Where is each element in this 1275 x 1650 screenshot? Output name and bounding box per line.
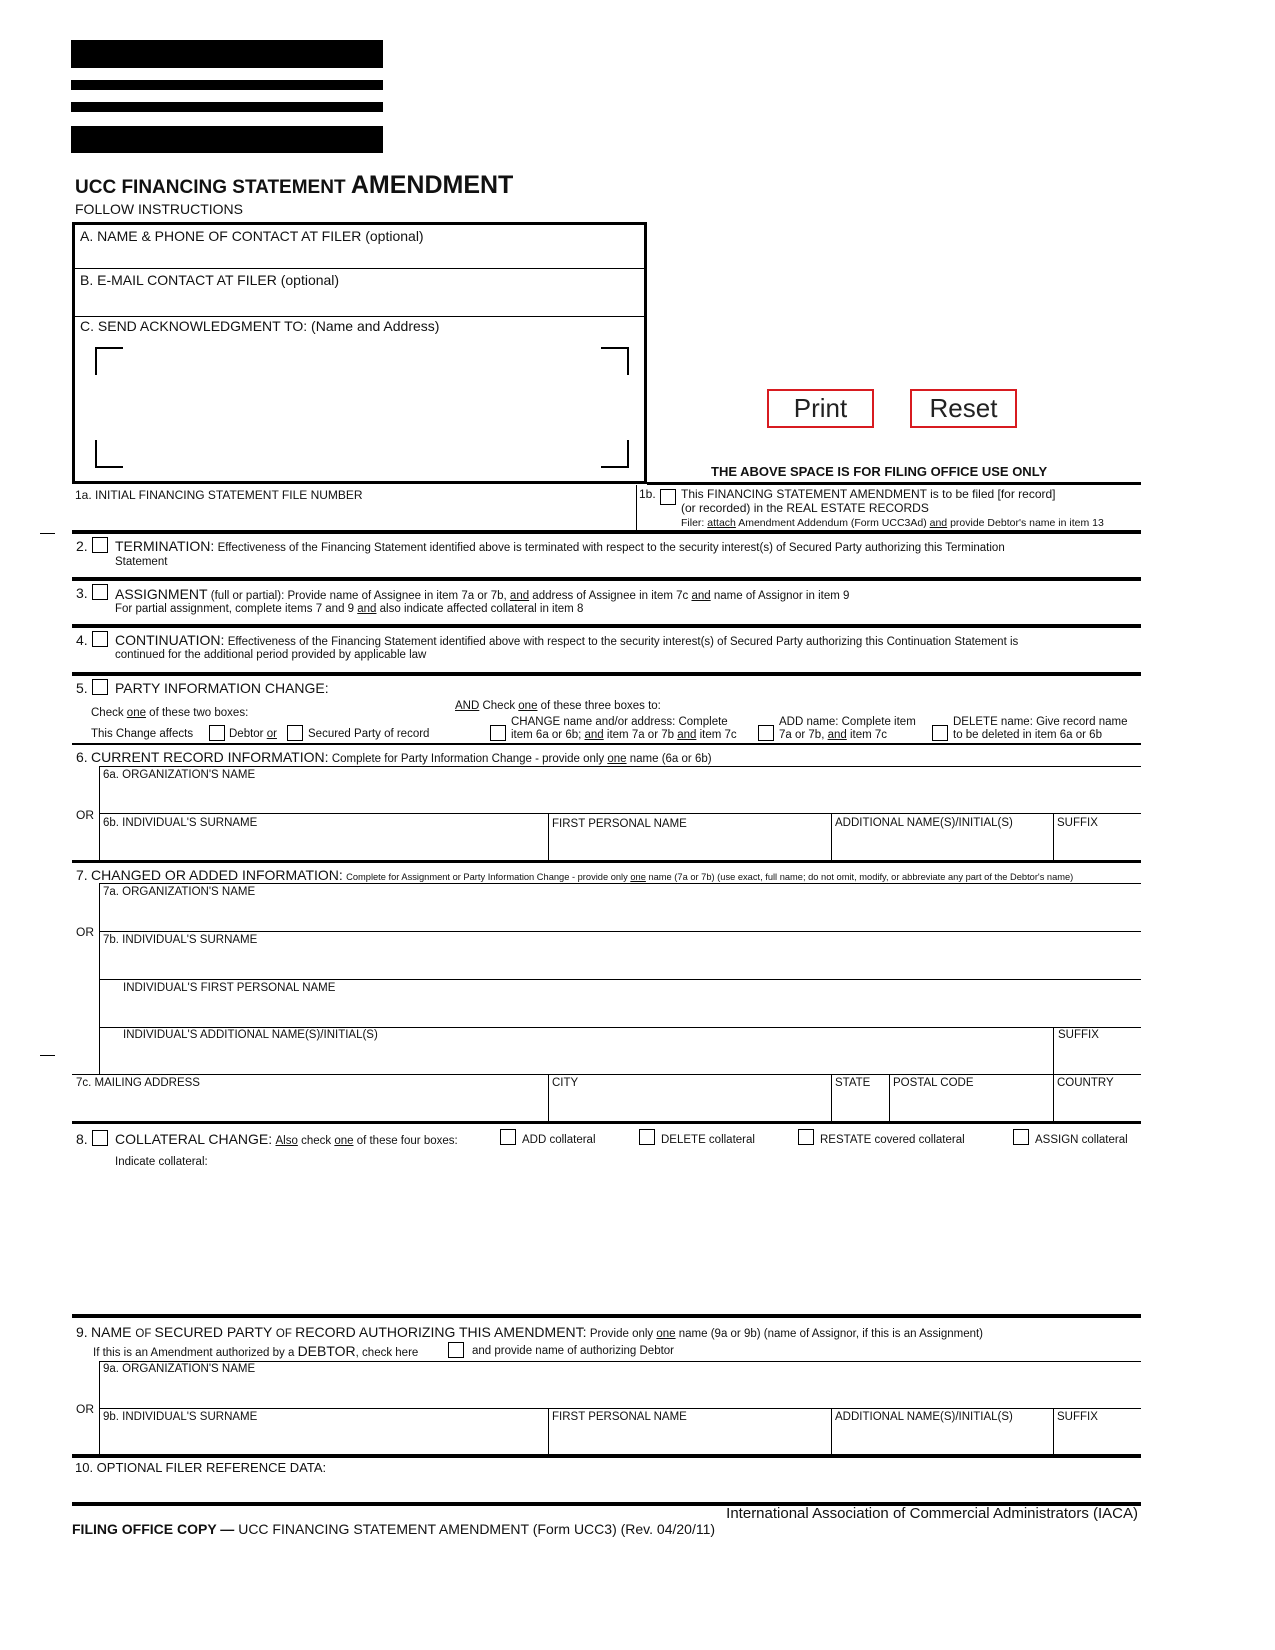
9b-suffix-field[interactable] xyxy=(1055,1425,1139,1453)
continuation-checkbox[interactable] xyxy=(92,631,108,647)
text: Filer: xyxy=(681,517,705,529)
acknowledgment-address-field[interactable] xyxy=(95,347,627,465)
item-1b-number: 1b. xyxy=(639,487,656,501)
thick-rule xyxy=(72,1314,1141,1318)
initial-file-number-field[interactable] xyxy=(75,503,633,529)
text: 7a or 7b, xyxy=(779,729,828,741)
text: OF xyxy=(135,1328,155,1340)
first-name-label: INDIVIDUAL'S FIRST PERSONAL NAME xyxy=(123,982,336,994)
delete-collateral-checkbox[interactable] xyxy=(639,1129,655,1145)
filing-office-notice: THE ABOVE SPACE IS FOR FILING OFFICE USE ONLY xyxy=(711,464,1048,479)
margin-mark xyxy=(40,1055,55,1056)
additional-name-label: ADDITIONAL NAME(S)/INITIAL(S) xyxy=(835,1411,1013,1423)
text: and xyxy=(691,590,711,602)
surname-label: 7b. INDIVIDUAL'S SURNAME xyxy=(103,934,258,946)
or-label: OR xyxy=(76,808,94,822)
item-4-text: continued for the additional period provided by applicable law xyxy=(115,649,427,661)
item-4-number: 4. xyxy=(76,632,88,648)
title-big: AMENDMENT xyxy=(350,171,514,199)
thick-rule xyxy=(72,624,1141,628)
iaca-credit: International Association of Commercial Administrators (IACA) xyxy=(726,1505,1138,1522)
text: For partial assignment, complete items 7 and 9 xyxy=(115,603,358,615)
divider xyxy=(636,485,637,530)
suffix-label: SUFFIX xyxy=(1057,817,1098,829)
rule xyxy=(1053,1027,1054,1074)
header-bar xyxy=(71,126,383,153)
rule xyxy=(1053,813,1054,861)
text: and xyxy=(584,729,604,741)
text: Check xyxy=(479,700,519,712)
change-label: CHANGE name and/or address: Complete xyxy=(511,716,728,728)
field-b-label: B. E-MAIL CONTACT AT FILER (optional) xyxy=(80,272,340,288)
7c-city-field[interactable] xyxy=(550,1091,829,1120)
rule xyxy=(831,813,832,861)
item-8-number: 8. xyxy=(76,1131,88,1147)
form-title xyxy=(75,172,513,201)
text: AUTHORIZING THIS AMENDMENT: xyxy=(358,1324,587,1340)
text: name (6a or 6b) xyxy=(626,753,712,765)
additional-name-label: INDIVIDUAL'S ADDITIONAL NAME(S)/INITIAL(S) xyxy=(123,1029,378,1041)
text: NAME xyxy=(91,1324,136,1340)
contact-name-phone-field[interactable] xyxy=(75,240,643,267)
9a-organization-name-field[interactable] xyxy=(101,1377,1139,1406)
rule xyxy=(72,1074,1141,1075)
rule xyxy=(99,883,1141,884)
item-5-check-three xyxy=(455,699,661,713)
rule xyxy=(99,1361,1141,1362)
email-field[interactable] xyxy=(75,288,643,315)
text: DEBTOR xyxy=(297,1343,356,1359)
text: Complete for Assignment or Party Information Change - provide only xyxy=(346,872,631,882)
first-name-label: FIRST PERSONAL NAME xyxy=(552,818,687,830)
delete-label: DELETE name: Give record name xyxy=(953,716,1128,728)
6b-first-name-field[interactable] xyxy=(550,831,829,859)
text: and xyxy=(677,729,697,741)
7b-additional-name-field[interactable] xyxy=(101,1043,1051,1072)
text: of these two boxes: xyxy=(145,707,249,719)
add-collateral-label: ADD collateral xyxy=(522,1134,596,1146)
org-name-label: 9a. ORGANIZATION'S NAME xyxy=(103,1363,256,1375)
assignment-checkbox[interactable] xyxy=(92,584,108,600)
item-5-number: 5. xyxy=(76,680,88,696)
text: one xyxy=(126,707,146,719)
authorized-by-debtor-checkbox[interactable] xyxy=(448,1342,464,1358)
divider xyxy=(75,268,644,269)
text: Also xyxy=(275,1135,298,1147)
corner-mark xyxy=(95,347,123,375)
text: and xyxy=(929,517,948,529)
corner-mark xyxy=(95,440,123,468)
header-bar xyxy=(71,102,383,112)
rule xyxy=(99,979,1141,980)
item-5-affects: This Change affects xyxy=(91,728,194,740)
text: item 7c xyxy=(696,729,737,741)
text: one xyxy=(334,1135,354,1147)
9b-additional-name-field[interactable] xyxy=(833,1425,1051,1453)
text: also indicate affected collateral in item 8 xyxy=(376,603,584,615)
add-collateral-checkbox[interactable] xyxy=(500,1129,516,1145)
field-c-label: C. SEND ACKNOWLEDGMENT TO: (Name and Address) xyxy=(80,318,440,334)
item-10-label: 10. OPTIONAL FILER REFERENCE DATA: xyxy=(75,1460,327,1475)
rule xyxy=(1053,1074,1054,1122)
9b-surname-field[interactable] xyxy=(101,1425,546,1453)
filer-reference-field[interactable] xyxy=(300,1460,1139,1500)
item-5-title: PARTY INFORMATION CHANGE: xyxy=(115,680,329,696)
7b-suffix-field[interactable] xyxy=(1055,1043,1139,1072)
text: item 7c xyxy=(846,729,888,741)
delete-collateral-label: DELETE collateral xyxy=(661,1134,755,1146)
rule xyxy=(831,1074,832,1122)
item-4-title: CONTINUATION: xyxy=(115,632,225,648)
margin-mark xyxy=(40,533,55,534)
text: RECORD xyxy=(295,1324,359,1340)
text: (full or partial): Provide name of Assignee in item 7a or 7b, xyxy=(207,590,510,602)
text: one xyxy=(656,1328,676,1340)
9b-first-name-field[interactable] xyxy=(550,1425,829,1453)
secured-party-checkbox[interactable] xyxy=(287,725,303,741)
debtor-checkbox[interactable] xyxy=(209,725,225,741)
text: and xyxy=(357,603,377,615)
6a-organization-name-field[interactable] xyxy=(101,783,1139,811)
text: Effectiveness of the Financing Statement identified above is terminated with respect to the security interest(s) of Secured Party authorizing this Termination xyxy=(217,542,1005,554)
text: Check xyxy=(91,707,127,719)
text: attach xyxy=(707,517,736,529)
item-3-title: ASSIGNMENT xyxy=(115,586,208,602)
text: FILING OFFICE COPY — xyxy=(72,1521,235,1537)
party-info-change-checkbox[interactable] xyxy=(92,679,108,695)
delete-label: to be deleted in item 6a or 6b xyxy=(953,729,1102,741)
7c-country-field[interactable] xyxy=(1055,1091,1139,1120)
6b-surname-field[interactable] xyxy=(101,831,546,859)
collateral-field[interactable] xyxy=(115,1172,1139,1312)
suffix-label: SUFFIX xyxy=(1058,1029,1099,1041)
item-6-header xyxy=(76,749,712,766)
text: SECURED PARTY xyxy=(154,1324,276,1340)
thick-rule xyxy=(72,860,1141,863)
rule xyxy=(831,1408,832,1454)
field-a-label: A. NAME & PHONE OF CONTACT AT FILER (optional) xyxy=(80,228,424,244)
delete-name-checkbox[interactable] xyxy=(932,725,948,741)
suffix-label: SUFFIX xyxy=(1057,1411,1098,1423)
title-small: UCC FINANCING STATEMENT xyxy=(75,177,346,198)
text: AND xyxy=(455,700,480,712)
city-label: CITY xyxy=(552,1077,579,1089)
add-label xyxy=(779,728,887,742)
item-1a-label: 1a. INITIAL FINANCING STATEMENT FILE NUMBER xyxy=(75,488,363,502)
text: 6. xyxy=(76,749,88,765)
postal-code-label: POSTAL CODE xyxy=(893,1077,974,1089)
secured-party-label: Secured Party of record xyxy=(308,728,430,740)
item-7-header xyxy=(76,867,1073,884)
item-2-text xyxy=(115,538,1005,555)
rule xyxy=(548,1408,549,1454)
collateral-change-checkbox[interactable] xyxy=(92,1130,108,1146)
divider xyxy=(75,316,644,317)
country-label: COUNTRY xyxy=(1057,1077,1114,1089)
text: name of Assignor in item 9 xyxy=(710,590,850,602)
change-name-checkbox[interactable] xyxy=(490,725,506,741)
additional-name-label: ADDITIONAL NAME(S)/INITIAL(S) xyxy=(835,817,1013,829)
thick-rule xyxy=(647,482,1141,485)
mailing-address-label: 7c. MAILING ADDRESS xyxy=(76,1077,200,1089)
text: , check here xyxy=(355,1347,419,1359)
rule xyxy=(99,813,1141,814)
item-5-check-two xyxy=(91,706,248,720)
corner-mark xyxy=(601,347,629,375)
rule xyxy=(889,1074,890,1122)
text: If this is an Amendment authorized by a xyxy=(93,1347,298,1359)
add-name-checkbox[interactable] xyxy=(758,725,774,741)
text: or xyxy=(266,728,277,740)
corner-mark xyxy=(601,440,629,468)
text: one xyxy=(607,753,627,765)
surname-label: 9b. INDIVIDUAL'S SURNAME xyxy=(103,1411,258,1423)
add-label: ADD name: Complete item xyxy=(779,716,916,728)
rule xyxy=(99,931,1141,932)
header-bar xyxy=(71,40,383,68)
item-8-title: COLLATERAL CHANGE: xyxy=(115,1131,273,1147)
follow-instructions: FOLLOW INSTRUCTIONS xyxy=(75,201,244,217)
rule xyxy=(548,813,549,861)
7b-surname-field[interactable] xyxy=(101,948,1139,977)
thick-rule xyxy=(72,672,1141,676)
7c-postal-code-field[interactable] xyxy=(891,1091,1051,1120)
text: Debtor xyxy=(229,728,264,740)
restate-collateral-checkbox[interactable] xyxy=(798,1129,814,1145)
debtor-label xyxy=(229,727,277,741)
item-1b-text: (or recorded) in the REAL ESTATE RECORDS xyxy=(681,501,929,515)
org-name-label: 7a. ORGANIZATION'S NAME xyxy=(103,886,256,898)
item-1b-text: This FINANCING STATEMENT AMENDMENT is to be filed [for record] xyxy=(681,487,1056,501)
debtor-authorized-text: and provide name of authorizing Debtor xyxy=(472,1345,675,1357)
text: OF xyxy=(275,1328,296,1340)
first-name-label: FIRST PERSONAL NAME xyxy=(552,1411,687,1423)
text: check xyxy=(297,1135,335,1147)
thick-rule xyxy=(72,1121,1141,1124)
item-4-text xyxy=(115,632,1018,649)
item-1b-filer-note xyxy=(681,516,1104,530)
rule xyxy=(99,1408,1141,1409)
rule xyxy=(1053,1408,1054,1454)
state-label: STATE xyxy=(835,1077,871,1089)
6b-additional-name-field[interactable] xyxy=(833,831,1051,859)
change-label xyxy=(511,728,737,742)
thick-rule xyxy=(72,530,1141,534)
thick-rule xyxy=(72,1454,1141,1458)
text: item 6a or 6b; xyxy=(511,729,585,741)
assign-collateral-label: ASSIGN collateral xyxy=(1035,1134,1128,1146)
7c-mailing-address-field[interactable] xyxy=(74,1091,546,1120)
header-bar xyxy=(71,80,383,90)
7b-first-name-field[interactable] xyxy=(101,996,1139,1025)
indicate-collateral-label: Indicate collateral: xyxy=(115,1156,208,1168)
footer-form-info xyxy=(72,1521,715,1537)
text: one xyxy=(630,872,646,882)
item-6-title: CURRENT RECORD INFORMATION: xyxy=(91,749,329,765)
item-3-text xyxy=(115,586,849,603)
item-9-header xyxy=(76,1324,983,1341)
rule xyxy=(99,766,1141,767)
text: name (9a or 9b) (name of Assignor, if this is an Assignment) xyxy=(675,1328,984,1340)
thick-rule xyxy=(72,577,1141,581)
text: item 7a or 7b xyxy=(603,729,678,741)
7a-organization-name-field[interactable] xyxy=(101,900,1139,929)
text: provide Debtor's name in item 13 xyxy=(947,517,1104,529)
item-8-header xyxy=(115,1131,458,1148)
text: and xyxy=(827,729,847,741)
real-estate-records-checkbox[interactable] xyxy=(660,489,676,505)
item-2-text: Statement xyxy=(115,556,168,568)
text: Amendment Addendum (Form UCC3Ad) xyxy=(735,517,930,529)
surname-label: 6b. INDIVIDUAL'S SURNAME xyxy=(103,817,258,829)
rule xyxy=(548,1074,549,1122)
item-3-number: 3. xyxy=(76,585,88,601)
7c-state-field[interactable] xyxy=(833,1091,887,1120)
termination-checkbox[interactable] xyxy=(92,537,108,553)
text: 9. xyxy=(76,1324,88,1340)
text: name (7a or 7b) (use exact, full name; do not omit, modify, or abbreviate any part of the Debtor's name) xyxy=(645,872,1074,882)
reset-button[interactable]: Reset xyxy=(910,389,1017,428)
item-3-text xyxy=(115,602,583,616)
item-2-title: TERMINATION: xyxy=(115,538,215,554)
text: address of Assignee in item 7c xyxy=(529,590,692,602)
assign-collateral-checkbox[interactable] xyxy=(1013,1129,1029,1145)
restate-collateral-label: RESTATE covered collateral xyxy=(820,1134,965,1146)
or-label: OR xyxy=(76,925,94,939)
print-button[interactable]: Print xyxy=(767,389,874,428)
text: Provide only xyxy=(589,1328,657,1340)
org-name-label: 6a. ORGANIZATION'S NAME xyxy=(103,769,256,781)
text: UCC FINANCING STATEMENT AMENDMENT (Form UCC3) (Rev. 04/20/11) xyxy=(234,1521,716,1537)
rule xyxy=(72,743,1141,745)
or-label: OR xyxy=(76,1402,94,1416)
text: Complete for Party Information Change - provide only xyxy=(331,753,608,765)
6b-suffix-field[interactable] xyxy=(1055,831,1139,859)
debtor-authorized-text xyxy=(93,1343,418,1360)
text: one xyxy=(518,700,538,712)
text: 7. xyxy=(76,867,88,883)
text: of these four boxes: xyxy=(353,1135,458,1147)
text: and xyxy=(509,590,530,602)
item-2-number: 2. xyxy=(76,538,88,554)
item-7-title: CHANGED OR ADDED INFORMATION: xyxy=(91,867,343,883)
text: of these three boxes to: xyxy=(537,700,661,712)
text: Effectiveness of the Financing Statement identified above with respect to the security interest(s) of Secured Party authorizing this Continuation Statement is xyxy=(227,636,1019,648)
